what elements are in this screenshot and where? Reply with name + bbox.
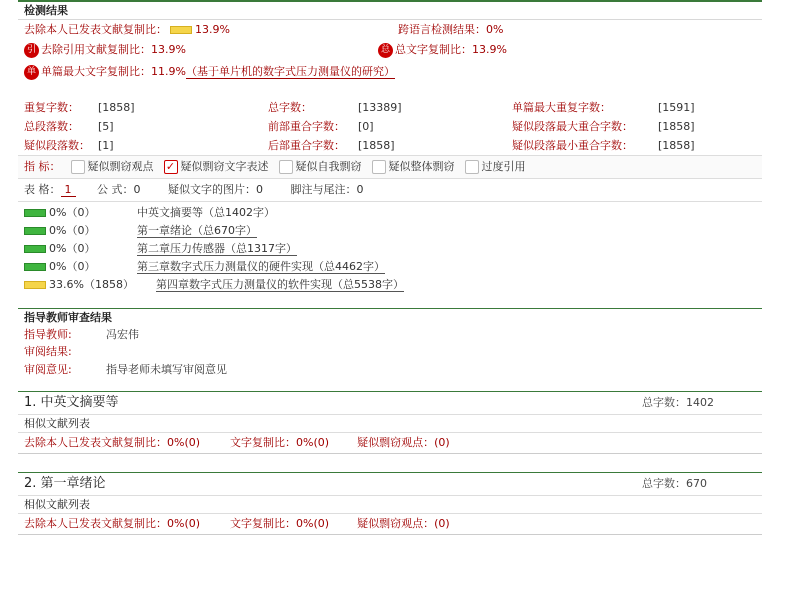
section-title: 2. 第一章绪论 xyxy=(24,476,106,491)
checkbox-over-cite[interactable] xyxy=(465,160,479,174)
dup-chars: [1858] xyxy=(98,101,135,114)
review-label: 审阅结果: xyxy=(24,345,72,358)
counts-row xyxy=(18,179,762,202)
excl-bar xyxy=(170,26,192,34)
similar-list-heading: 相似文献列表 xyxy=(18,496,762,514)
stat-row-1 xyxy=(18,98,762,117)
section-plag: 疑似剽窃观点：(0) xyxy=(357,517,450,530)
section-excl: 去除本人已发表文献复制比：0%(0) xyxy=(24,436,201,449)
total-paras-label: 总段落数： xyxy=(24,120,79,133)
front-overlap: [0] xyxy=(358,120,374,133)
excl-row xyxy=(18,20,762,40)
total-paras: [5] xyxy=(98,120,114,133)
front-overlap-label: 前部重合字数： xyxy=(268,120,345,133)
ref-row xyxy=(18,40,762,60)
green-bar xyxy=(24,263,46,271)
dup-chars-label: 重复字数： xyxy=(24,101,79,114)
yellow-bar xyxy=(24,281,46,289)
indicator-plag-text: 疑似剽窃文字表述 xyxy=(180,160,269,173)
single-max-dup: [1591] xyxy=(658,101,695,114)
chapter-pct: 0%（0） xyxy=(49,242,96,255)
chapter-pct: 0%（0） xyxy=(49,260,96,273)
report xyxy=(18,0,762,535)
single-max-title-link[interactable]: （基于单片机的数字式压力测量仪的研究） xyxy=(185,65,395,78)
stat-row-2 xyxy=(18,117,762,136)
total-copy: 总文字复制比：13.9% xyxy=(395,43,507,56)
opinion-label: 审阅意见: xyxy=(24,363,72,376)
section-count: 总字数：1402 xyxy=(642,396,714,409)
excl-ref: 去除引用文献复制比：13.9% xyxy=(41,43,186,56)
back-overlap: [1858] xyxy=(358,139,395,152)
chapter-link[interactable]: 第二章压力传感器（总1317字） xyxy=(137,242,297,255)
section-copy: 文字复制比：0%(0) xyxy=(230,517,330,530)
section-stats xyxy=(18,514,762,535)
section-copy: 文字复制比：0%(0) xyxy=(230,436,330,449)
table-label: 表 格： xyxy=(24,183,61,196)
section-title: 1. 中英文摘要等 xyxy=(24,395,119,410)
total-chars: [13389] xyxy=(358,101,402,114)
chapter-pct: 33.6%（1858） xyxy=(49,278,134,291)
section-plag: 疑似剽窃观点：(0) xyxy=(357,436,450,449)
checkbox-plag-text[interactable]: ✓ xyxy=(164,160,178,174)
section-title-row xyxy=(18,392,762,415)
max-para-overlap-label: 疑似段落最大重合字数： xyxy=(512,120,633,133)
green-bar xyxy=(24,245,46,253)
chapter-pct: 0%（0） xyxy=(49,224,96,237)
min-para-overlap-label: 疑似段落最小重合字数： xyxy=(512,139,633,152)
stat-row-3 xyxy=(18,136,762,155)
section-title-row xyxy=(18,473,762,496)
checkbox-self-plag[interactable] xyxy=(279,160,293,174)
teacher-row xyxy=(18,326,762,343)
green-bar xyxy=(24,227,46,235)
section-excl: 去除本人已发表文献复制比：0%(0) xyxy=(24,517,201,530)
review-row xyxy=(18,343,762,360)
single-row xyxy=(18,60,762,84)
chapter-item xyxy=(18,276,762,294)
notes-count: 脚注与尾注：0 xyxy=(290,183,364,196)
chapter-link[interactable]: 第四章数字式压力测量仪的软件实现（总5538字） xyxy=(156,278,404,291)
single-badge-icon: 单 xyxy=(24,65,39,80)
section-2 xyxy=(18,473,762,535)
susp-paras-label: 疑似段落数： xyxy=(24,139,90,152)
image-count: 疑似文字的图片：0 xyxy=(168,183,263,196)
back-overlap-label: 后部重合字数： xyxy=(268,139,345,152)
chapter-pct: 0%（0） xyxy=(49,206,96,219)
min-para-overlap: [1858] xyxy=(658,139,695,152)
teacher-name: 冯宏伟 xyxy=(106,328,139,341)
quote-badge-icon: 引 xyxy=(24,43,39,58)
green-bar xyxy=(24,209,46,217)
chapter-item xyxy=(18,222,762,240)
chapter-link[interactable]: 中英文摘要等（总1402字） xyxy=(137,206,275,219)
total-badge-icon: 总 xyxy=(378,43,393,58)
similar-list-heading: 相似文献列表 xyxy=(18,415,762,433)
chapter-item xyxy=(18,204,762,222)
table-count-link[interactable]: 1 xyxy=(61,183,76,197)
susp-paras: [1] xyxy=(98,139,114,152)
chapter-list xyxy=(18,202,762,294)
indicator-plag-view: 疑似剽窃观点 xyxy=(87,160,154,173)
section-stats xyxy=(18,433,762,454)
indicator-self-plag: 疑似自我剽窃 xyxy=(295,160,362,173)
opinion-text: 指导老师未填写审阅意见 xyxy=(106,363,227,376)
indicator-bar xyxy=(18,155,762,179)
cross-lang: 跨语言检测结果：0% xyxy=(398,23,504,36)
teacher-heading: 指导教师审查结果 xyxy=(24,311,112,324)
teacher-label: 指导教师: xyxy=(24,328,72,341)
total-chars-label: 总字数： xyxy=(268,101,312,114)
chapter-link[interactable]: 第一章绪论（总670字） xyxy=(137,224,257,237)
chapter-item xyxy=(18,240,762,258)
result-heading: 检测结果 xyxy=(18,0,762,20)
section-count: 总字数：670 xyxy=(642,477,707,490)
single-max: 单篇最大文字复制比：11.9% xyxy=(41,65,186,78)
single-max-dup-label: 单篇最大重复字数： xyxy=(512,101,611,114)
checkbox-whole-plag[interactable] xyxy=(372,160,386,174)
indicator-whole-plag: 疑似整体剽窃 xyxy=(388,160,455,173)
opinion-row xyxy=(18,360,762,379)
formula-count: 公 式：0 xyxy=(97,183,141,196)
excl-value: 13.9% xyxy=(195,23,230,36)
chapter-link[interactable]: 第三章数字式压力测量仪的硬件实现（总4462字） xyxy=(137,260,385,273)
indicator-over-cite: 过度引用 xyxy=(481,160,526,173)
max-para-overlap: [1858] xyxy=(658,120,695,133)
chapter-item xyxy=(18,258,762,276)
section-1 xyxy=(18,392,762,454)
checkbox-plag-view[interactable] xyxy=(71,160,85,174)
excl-label: 去除本人已发表文献复制比： xyxy=(24,23,167,36)
indicator-label: 指 标： xyxy=(24,160,61,173)
